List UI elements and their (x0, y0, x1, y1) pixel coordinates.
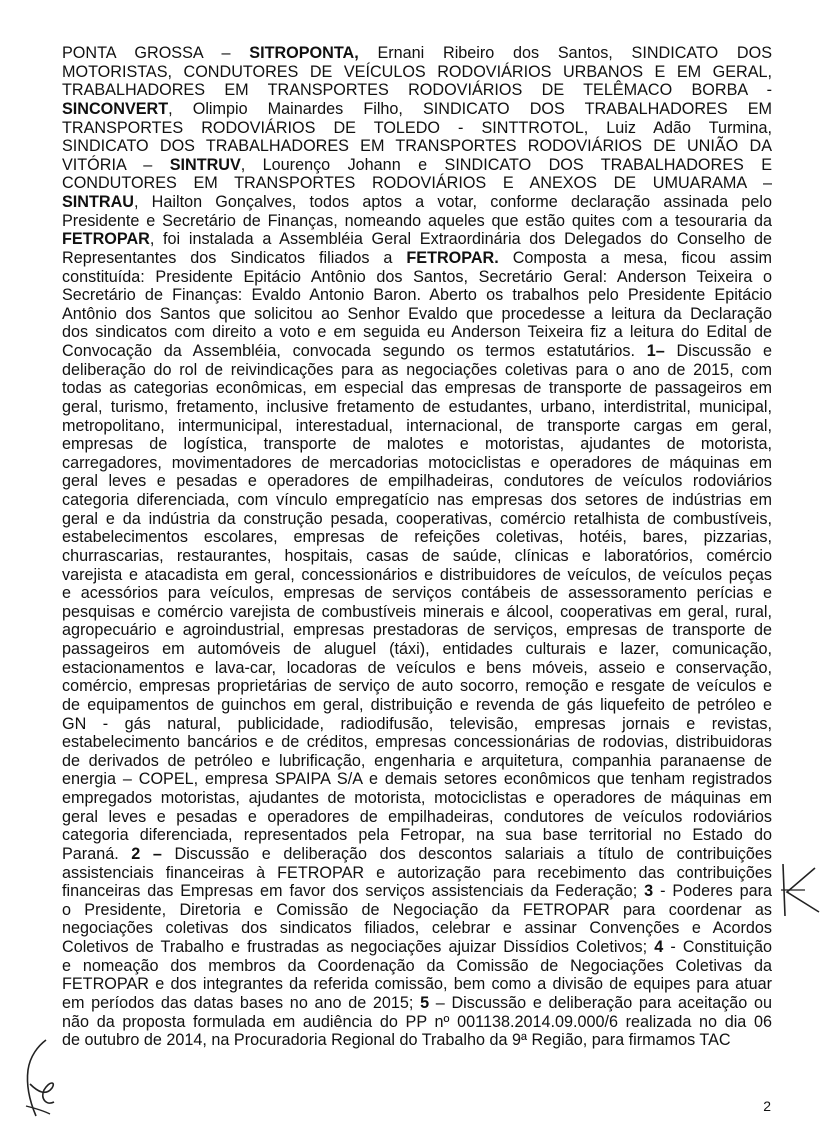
text-segment: empregados motoristas, ajudantes de motorista, motociclistas e operadores de máquinas em (62, 789, 772, 807)
text-line (62, 44, 772, 63)
text-segment: Discussão e (664, 342, 772, 360)
text-segment: geral, turismo, fretamento, inclusive fretamento de estudantes, urbano, interdistrital, municipal, (62, 397, 772, 416)
text-line (62, 621, 772, 640)
text-line (62, 696, 772, 715)
text-segment: Presidente e Secretário de Finanças, nomeando aqueles que estão quites com a tesouraria da (62, 211, 772, 230)
text-line (62, 342, 772, 361)
text-segment: , Hailton Gonçalves, todos aptos a votar, conforme declaração assinada pelo (133, 193, 772, 211)
bold-text-segment: SINTRAU (62, 193, 134, 211)
text-line (62, 119, 772, 138)
text-line (62, 174, 772, 193)
text-line (62, 100, 772, 119)
text-line (62, 584, 772, 603)
text-line (62, 677, 772, 696)
text-segment: e nomeação dos membros da Coordenação da Comissão de Negociações Coletivas da (62, 956, 772, 975)
text-segment: Representantes dos Sindicatos filiados a (62, 248, 407, 267)
bold-text-segment: FETROPAR. (406, 248, 499, 267)
text-segment: energia – COPEL, empresa SPAIPA S/A e demais setores econômicos que tenham registrados (62, 770, 772, 789)
text-segment: estabelecimento bancários e de créditos, empresas concessionárias de rodovias, distribuidoras (62, 733, 772, 752)
text-segment: , Olimpio Mainardes Filho, SINDICATO DOS TRABALHADORES EM (168, 99, 772, 118)
text-segment: Secretário de Finanças: Evaldo Antonio Baron. Aberto os trabalhos pelo Presidente Epitácio (62, 286, 772, 305)
text-segment: CONDUTORES EM TRANSPORTES RODOVIÁRIOS E ANEXOS DE UMUARAMA – (62, 174, 772, 193)
bold-text-segment: 2 – (131, 844, 162, 863)
text-line (62, 882, 772, 901)
text-segment: , foi instalada a Assembléia Geral Extraordinária dos Delegados do Conselho de (149, 230, 772, 249)
text-segment: PONTA GROSSA – (62, 44, 250, 62)
text-line (62, 193, 772, 212)
text-segment: empresas de logística, transporte de malotes e motoristas, ajudantes de motorista, (62, 435, 772, 454)
text-segment: passageiros em automóveis de aluguel (táxi), entidades culturais e lazer, comunicação, (62, 640, 772, 658)
bold-text-segment: SINCONVERT (62, 99, 169, 118)
text-line (62, 715, 772, 734)
text-segment: comércio, empresas proprietárias de serviço de auto socorro, remoção e resgate de veículos e (62, 677, 772, 696)
text-line (62, 435, 772, 454)
text-segment: categoria diferenciada, com vínculo empregatício nas empresas dos setores de indústrias em (62, 491, 772, 509)
text-segment: geral leves e pesadas e operadores de empilhadeiras, condutores de veículos rodoviários (62, 472, 772, 491)
text-line (62, 323, 772, 342)
text-line (62, 472, 772, 491)
text-line (62, 156, 772, 175)
text-segment: – Discussão e deliberação para aceitação ou (429, 993, 772, 1012)
text-segment: assistenciais financeiras à FETROPAR e autorização para recebimento das contribuições (62, 863, 772, 882)
text-segment: - Constituição (663, 938, 772, 956)
text-segment: de equipamentos de guinchos em geral, distribuição e revenda de gás liquefeito de petróleo e (62, 695, 772, 714)
text-line (62, 789, 772, 808)
text-segment: geral leves e pesadas e operadores de empilhadeiras, condutores de veículos rodoviários (62, 807, 772, 826)
bold-text-segment: 3 (644, 882, 654, 901)
text-line (62, 81, 772, 100)
text-line (62, 864, 772, 883)
text-segment: SINDICATO DOS TRABALHADORES EM TRANSPORTES RODOVIÁRIOS DE UNIÃO DA (62, 137, 772, 156)
text-segment: - Poderes para (653, 882, 773, 901)
text-line (62, 845, 772, 864)
text-line (62, 528, 772, 547)
bold-text-segment: 5 (420, 993, 430, 1012)
page-number: 2 (763, 1098, 771, 1114)
text-line (62, 640, 772, 659)
text-line (62, 566, 772, 585)
text-segment: Paraná. (62, 844, 132, 863)
text-line (62, 733, 772, 752)
text-line (62, 510, 772, 529)
signature-mark-right (775, 860, 825, 920)
text-line (62, 230, 772, 249)
bold-text-segment: SITROPONTA, (249, 44, 359, 62)
text-segment: geral e da indústria da construção pesada, cooperativas, comércio retalhista de combustíveis, (62, 509, 772, 528)
text-segment: Discussão e deliberação dos descontos salariais a título de contribuições (161, 844, 772, 863)
text-line (62, 249, 772, 268)
text-segment: estacionamentos e lava-car, locadoras de veículos e bens móveis, asseio e conservação, (62, 658, 772, 677)
text-segment: Antônio dos Santos que solicitou ao Senhor Evaldo que procedesse a leitura da Declaração (62, 304, 772, 323)
text-line (62, 547, 772, 566)
text-line (62, 603, 772, 622)
bold-text-segment: 4 (654, 938, 664, 956)
text-segment: churrascarias, restaurantes, hospitais, casas de saúde, clínicas e laboratórios, comércio (62, 546, 772, 565)
text-segment: Coletivos de Trabalho e frustradas as negociações ajuizar Dissídios Coletivos; (62, 938, 655, 956)
text-line (62, 491, 772, 510)
text-segment: deliberação do rol de reivindicações para as negociações coletivas para o ano de 2015, com (62, 360, 772, 379)
text-line (62, 417, 772, 436)
signature-mark-left (16, 1036, 66, 1120)
text-line (62, 137, 772, 156)
text-segment: e acessórios para veículos, empresas de serviços contábeis de assessoramento perícias e (62, 584, 772, 603)
text-segment: , Lourenço Johann e SINDICATO DOS TRABALHADORES E (240, 155, 772, 174)
text-segment: não da proposta formulada em audiência do PP nº 001138.2014.09.000/6 realizada no dia 06 (62, 1012, 772, 1031)
bold-text-segment: 1– (646, 342, 665, 360)
text-line (62, 286, 772, 305)
text-line (62, 212, 772, 231)
text-segment: TRANSPORTES RODOVIÁRIOS DE TOLEDO - SINTTROTOL, Luiz Adão Turmina, (62, 118, 772, 137)
text-line (62, 398, 772, 417)
text-line (62, 63, 772, 82)
text-line (62, 770, 772, 789)
text-segment: constituída: Presidente Epitácio Antônio dos Santos, Secretário Geral: Anderson Teixeira o (62, 267, 772, 286)
text-line (62, 808, 772, 827)
text-segment: dos sindicatos com direito a voto e em seguida eu Anderson Teixeira fiz a leitura do Edital de (62, 323, 772, 342)
text-segment: financeiras das Empresas em favor dos serviços assistenciais da Federação; (62, 882, 645, 901)
text-segment: estabelecimentos escolares, empresas de refeições coletivas, hotéis, bares, pizzarias, (62, 528, 772, 547)
text-line (62, 1031, 772, 1050)
text-line (62, 454, 772, 473)
text-segment: varejista e atacadista em geral, concessionários e distribuidores de veículos, de veículos peças (62, 565, 772, 584)
text-line (62, 826, 772, 845)
text-segment: Composta a mesa, ficou assim (498, 248, 772, 267)
text-segment: em períodos das datas bases no ano de 2015; (62, 993, 421, 1012)
text-segment: o Presidente, Diretoria e Comissão de Negociação da FETROPAR para coordenar as (62, 900, 772, 919)
text-line (62, 901, 772, 920)
text-segment: Ernani Ribeiro dos Santos, SINDICATO DOS (358, 44, 773, 62)
text-segment: carregadores, movimentadores de mercadorias motociclistas e operadores de máquinas em (62, 453, 772, 472)
text-segment: todas as categorias econômicas, em especial das empresas de transporte de passageiros em (62, 379, 772, 398)
text-line (62, 994, 772, 1013)
bold-text-segment: SINTRUV (169, 155, 241, 174)
text-line (62, 305, 772, 324)
text-segment: de derivados de petróleo e lubrificação, engenharia e arquitetura, companhia paranaense de (62, 751, 772, 770)
text-segment: GN - gás natural, publicidade, radiodifusão, televisão, empresas jornais e revistas, (62, 714, 772, 733)
text-segment: agropecuário e agroindustrial, empresas prestadoras de serviços, empresas de transporte de (62, 621, 772, 640)
text-line (62, 975, 772, 994)
text-line (62, 379, 772, 398)
text-segment: Convocação da Assembléia, convocada segundo os termos estatutários. (62, 342, 647, 360)
text-segment: de outubro de 2014, na Procuradoria Regional do Trabalho da 9ª Região, para firmamos TAC (62, 1031, 731, 1050)
text-line (62, 268, 772, 287)
text-segment: pesquisas e comércio varejista de combustíveis minerais e álcool, cooperativas em geral, rural, (62, 602, 772, 621)
text-line (62, 361, 772, 380)
text-line (62, 938, 772, 957)
body-text (62, 44, 772, 1050)
text-segment: TRABALHADORES EM TRANSPORTES RODOVIÁRIOS DE TELÊMACO BORBA - (62, 81, 772, 100)
bold-text-segment: FETROPAR (62, 230, 150, 249)
text-segment: negociações coletivas dos sindicatos filiados, celebrar e assinar Convenções e Acordos (62, 919, 772, 938)
text-segment: VITÓRIA – (62, 155, 170, 174)
text-segment: categoria diferenciada, representados pela Fetropar, na sua base territorial no Estado do (62, 826, 772, 845)
text-line (62, 919, 772, 938)
text-line (62, 1013, 772, 1032)
text-line (62, 752, 772, 771)
text-segment: MOTORISTAS, CONDUTORES DE VEÍCULOS RODOVIÁRIOS URBANOS E EM GERAL, (62, 62, 772, 81)
text-segment: FETROPAR e dos integrantes da referida comissão, bem como a divisão de equipes para atuar (62, 975, 772, 994)
text-line (62, 957, 772, 976)
text-segment: metropolitano, intermunicipal, interestadual, internacional, de transporte cargas em geral, (62, 416, 772, 435)
text-line (62, 659, 772, 678)
